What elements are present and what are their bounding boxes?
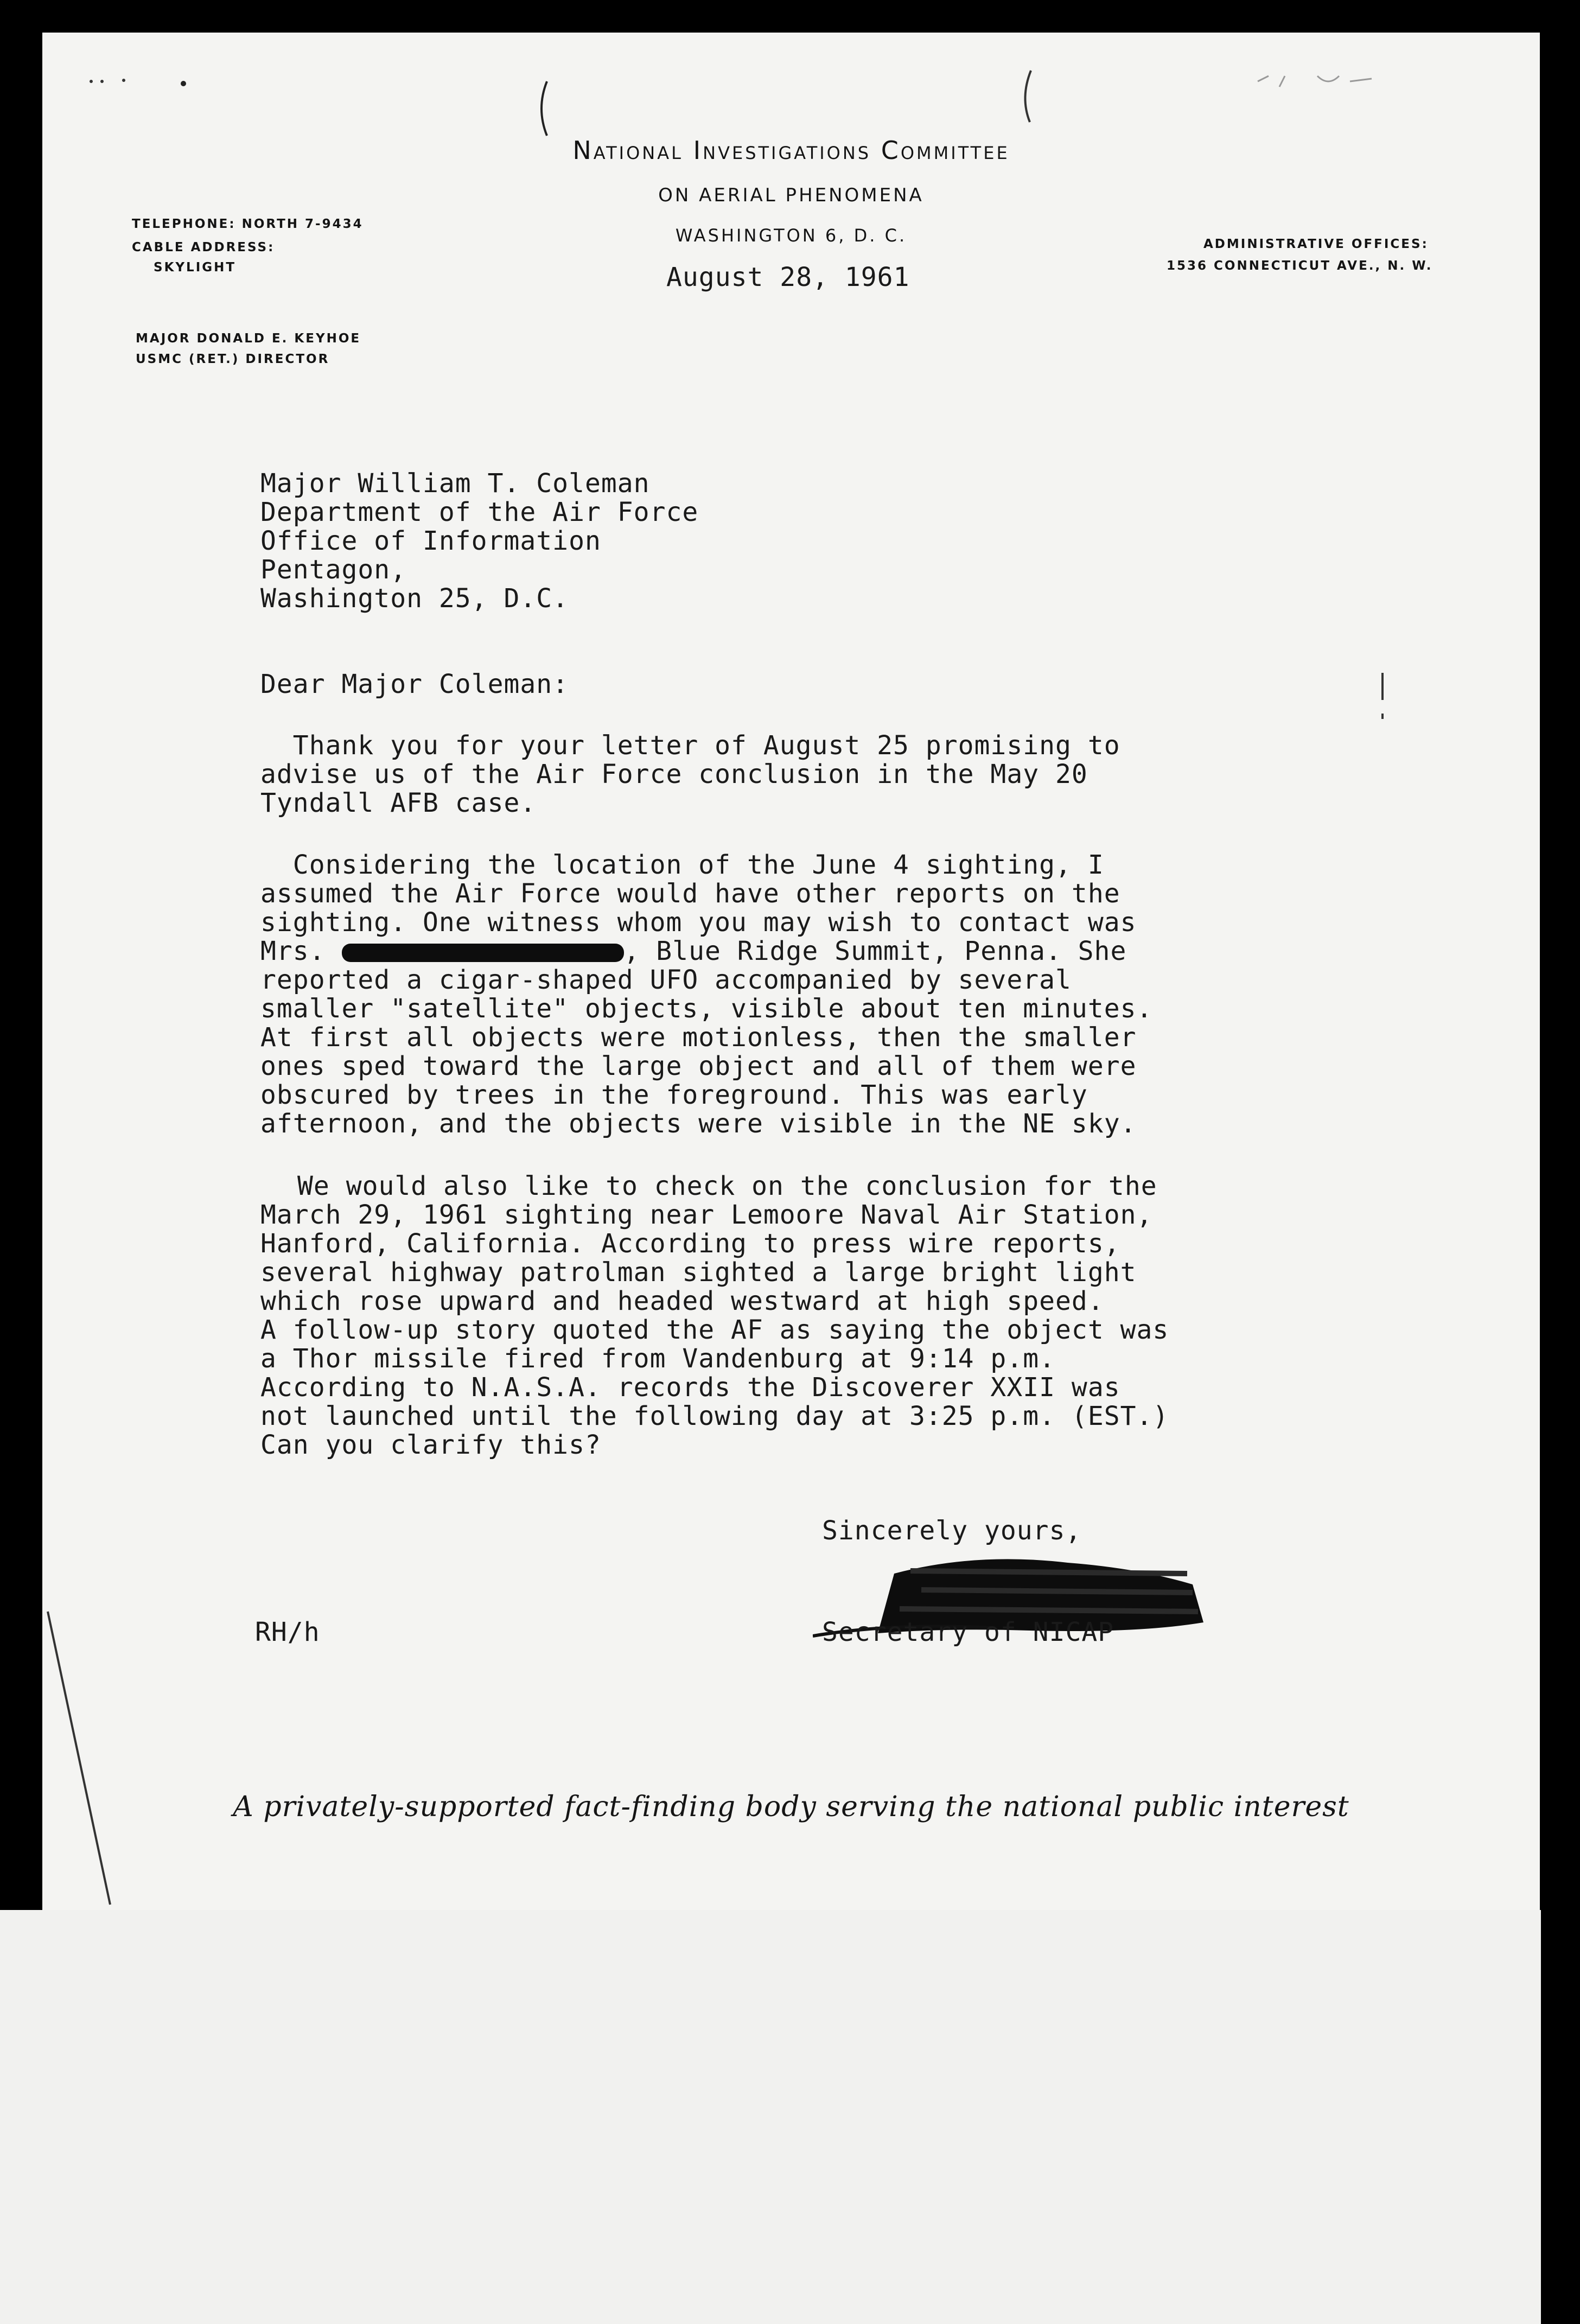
body-line: assumed the Air Force would have other reports on the <box>260 878 1120 909</box>
org-subtitle: ON AERIAL PHENOMENA <box>658 184 924 206</box>
edge-line <box>42 1606 118 1910</box>
scan-mark-right <box>1014 65 1046 136</box>
director-name: MAJOR DONALD E. KEYHOE <box>136 332 361 346</box>
body-line: Thank you for your letter of August 25 promising to <box>260 730 1120 761</box>
body-line: obscured by trees in the foreground. This was early <box>260 1080 1088 1110</box>
body-line: According to N.A.S.A. records the Discoverer XXII was <box>260 1372 1120 1403</box>
admin-address: 1536 CONNECTICUT AVE., N. W. <box>1167 259 1433 273</box>
pencil-marks <box>1252 65 1388 98</box>
body-line: smaller "satellite" objects, visible about ten minutes. <box>260 994 1153 1024</box>
body-line: several highway patrolman sighted a large bright light <box>260 1257 1137 1288</box>
org-name: National Investigations Committee <box>572 136 1010 165</box>
body-line: A follow-up story quoted the AF as saying the object was <box>260 1315 1169 1345</box>
recipient-line: Department of the Air Force <box>260 497 699 527</box>
scan-specks <box>86 71 227 92</box>
body-line: not launched until the following day at 3:25 p.m. (EST.) <box>260 1401 1169 1431</box>
closing: Sincerely yours, <box>822 1516 1082 1546</box>
redaction-bar <box>342 944 624 962</box>
signer-title: Secretary of NICAP <box>822 1617 1114 1647</box>
recipient-line: Office of Information <box>260 526 601 556</box>
body-text: , Blue Ridge Summit, Penna. She <box>623 936 1127 966</box>
body-line: March 29, 1961 sighting near Lemoore Naval Air Station, <box>260 1200 1153 1230</box>
body-line: which rose upward and headed westward at high speed. <box>260 1286 1104 1316</box>
recipient-line: Major William T. Coleman <box>260 468 650 499</box>
org-city: WASHINGTON 6, D. C. <box>675 225 907 246</box>
recipient-line: Pentagon, <box>260 555 407 585</box>
body-line: Considering the location of the June 4 sighting, I <box>260 850 1104 880</box>
letter-date: August 28, 1961 <box>666 262 910 292</box>
body-line: At first all objects were motionless, then the smaller <box>260 1022 1137 1053</box>
telephone: TELEPHONE: NORTH 7-9434 <box>132 217 364 231</box>
body-line: Can you clarify this? <box>260 1430 601 1460</box>
letter-page <box>42 33 1540 1910</box>
director-title: USMC (RET.) DIRECTOR <box>136 352 330 366</box>
scan-mark-left <box>531 76 563 147</box>
footer-tagline: A privately-supported fact-finding body serving the national public interest <box>233 1791 1349 1823</box>
body-line-redacted <box>260 937 1126 966</box>
body-line: Tyndall AFB case. <box>260 788 537 818</box>
body-line: sighting. One witness whom you may wish to contact was <box>260 907 1137 938</box>
scan-lower-margin <box>0 1910 1541 2324</box>
admin-label: ADMINISTRATIVE OFFICES: <box>1203 237 1429 251</box>
typist-initials: RH/h <box>255 1617 320 1647</box>
salutation: Dear Major Coleman: <box>260 669 569 699</box>
body-line: We would also like to check on the conclusion for the <box>297 1171 1157 1201</box>
cable-address: SKYLIGHT <box>154 260 237 275</box>
body-line: Hanford, California. According to press wire reports, <box>260 1228 1120 1259</box>
body-line: reported a cigar-shaped UFO accompanied by several <box>260 965 1072 995</box>
body-line: a Thor missile fired from Vandenburg at 9:14 p.m. <box>260 1344 1056 1374</box>
body-text: Mrs. <box>260 936 342 966</box>
cable-label: CABLE ADDRESS: <box>132 240 275 254</box>
body-line: advise us of the Air Force conclusion in the May 20 <box>260 759 1088 789</box>
body-line: afternoon, and the objects were visible in the NE sky. <box>260 1109 1137 1139</box>
margin-tick <box>1377 667 1388 733</box>
recipient-line: Washington 25, D.C. <box>260 583 569 614</box>
body-line: ones sped toward the large object and all of them were <box>260 1051 1137 1081</box>
